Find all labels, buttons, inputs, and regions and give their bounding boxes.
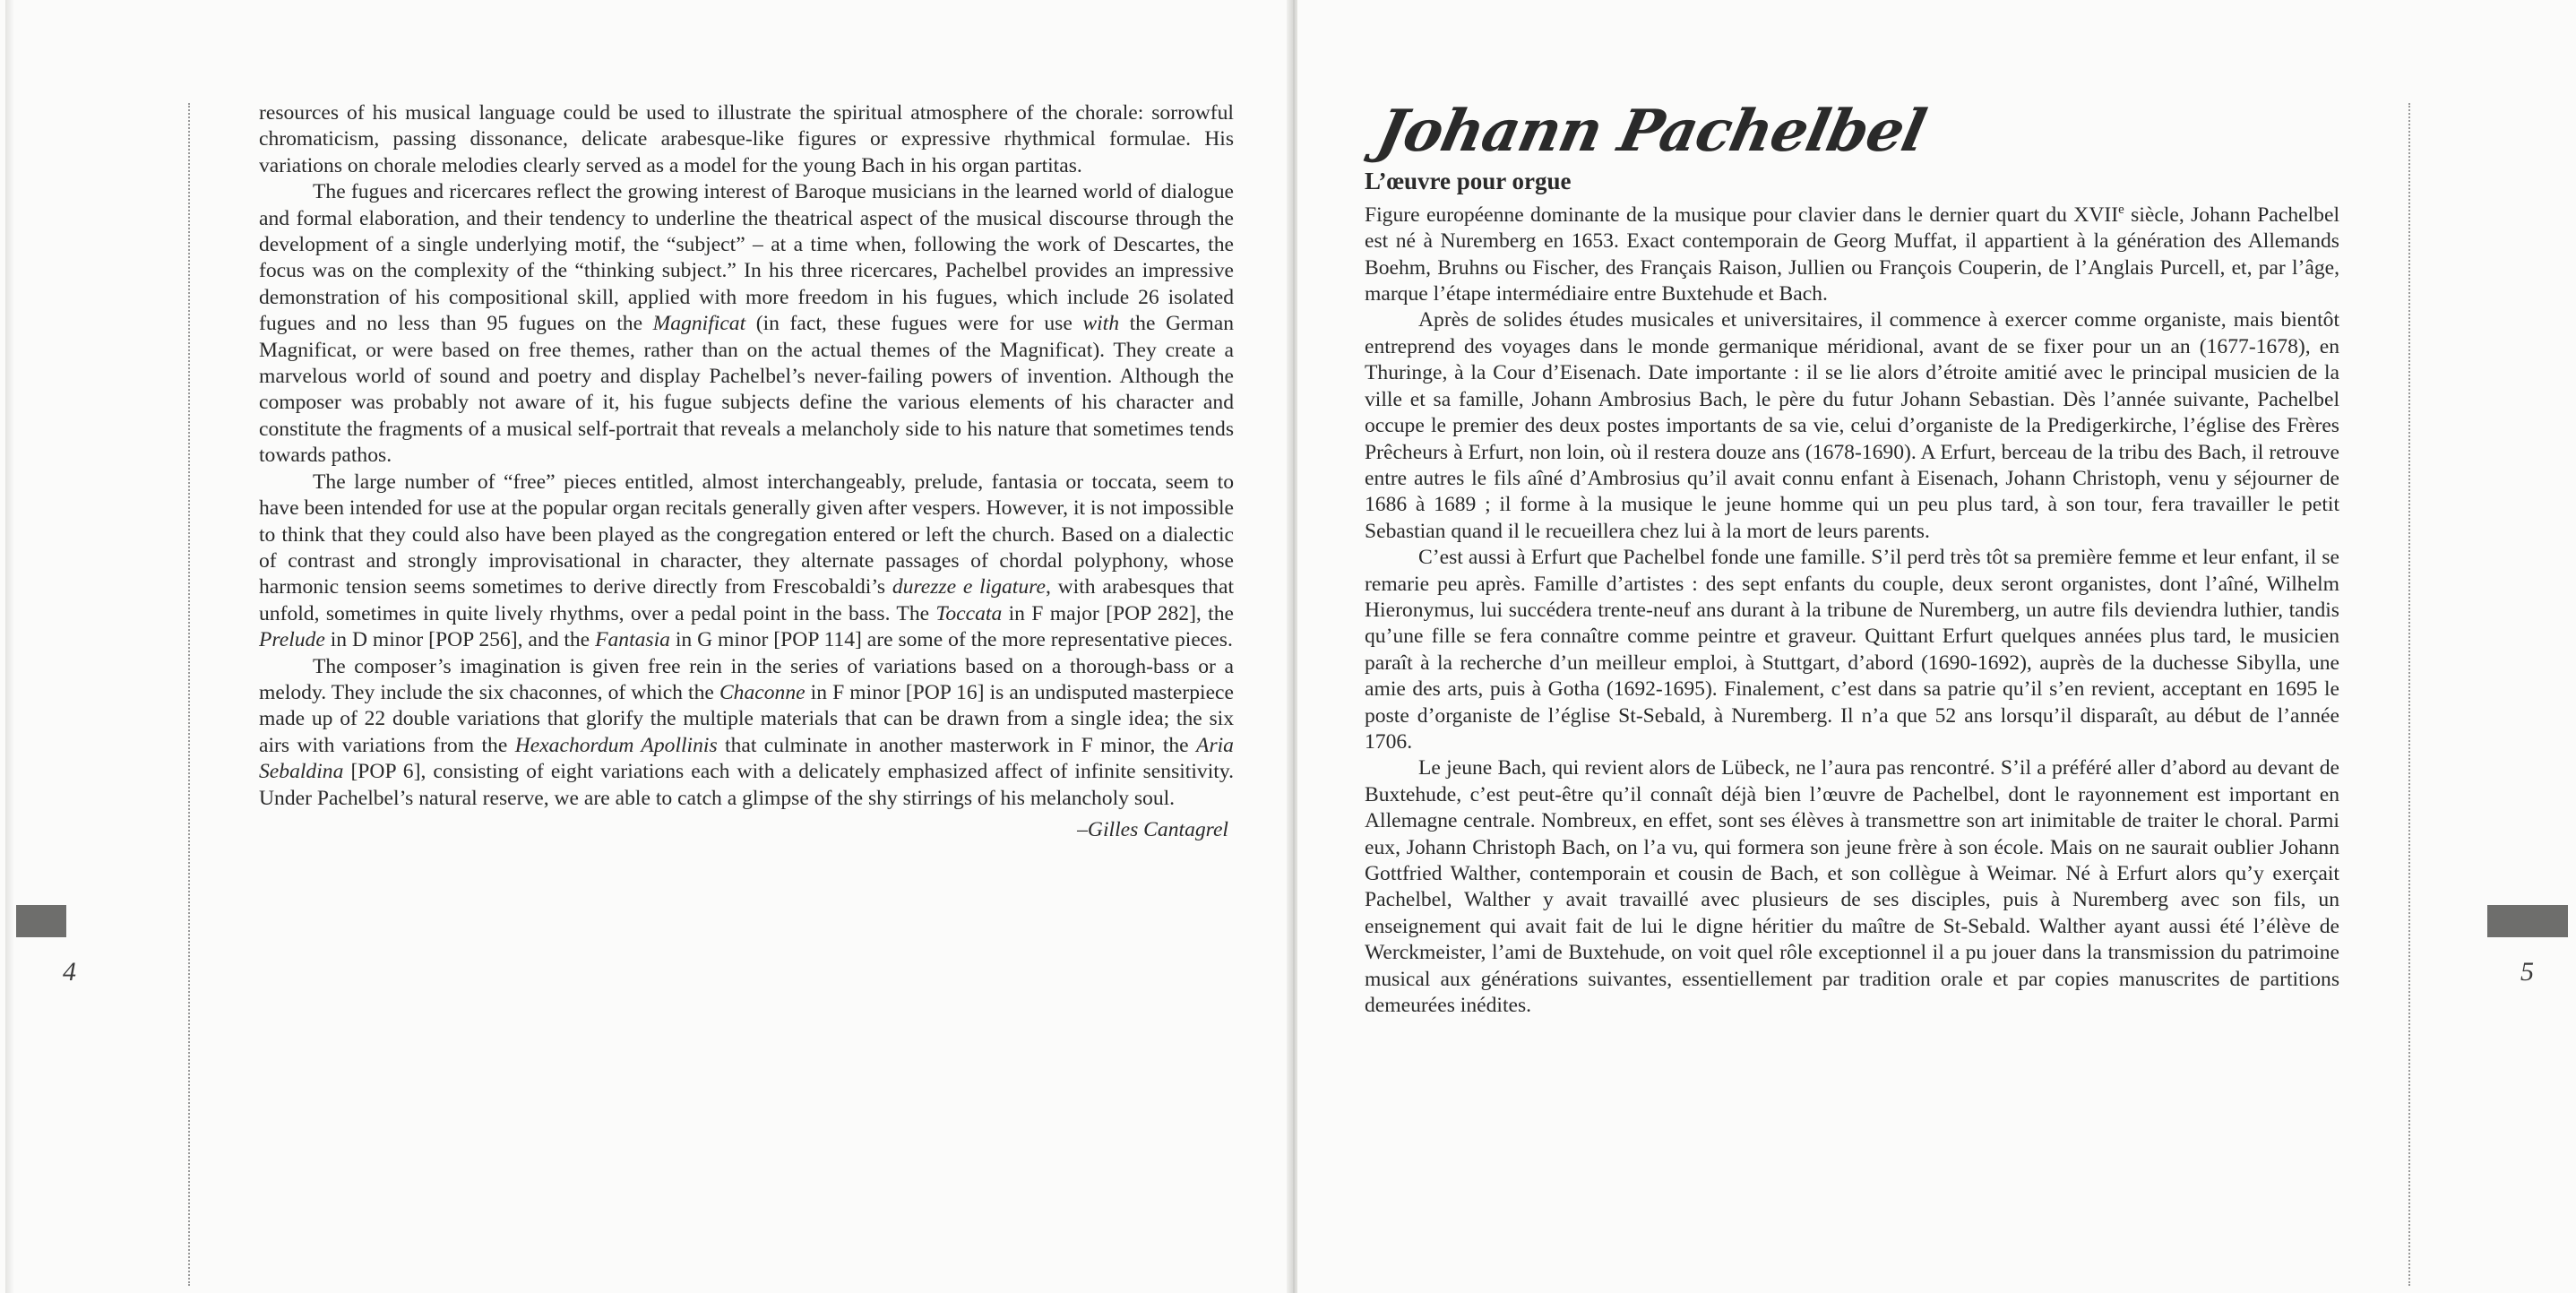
page-tab-marker-right: [2487, 905, 2568, 937]
text-segment: resources of his musical language could be used to illustrate the spiritual atmosphere of the chorale: sorrowful chromaticism, passing dissonance, delicate arabesque-like figures or expressive rhythmical formulae. His variations on chorale melodies clearly served as a model for the young Bach in his organ partitas.: [259, 101, 1234, 177]
paragraph: [1365, 545, 2339, 755]
paragraph: [1365, 307, 2339, 545]
paragraph: [259, 654, 1234, 812]
text-segment: (in fact, these fugues were for use: [745, 312, 1083, 336]
section-subtitle: L’œuvre pour orgue: [1365, 168, 1572, 194]
text-segment: that culminate in another masterwork in F minor, the: [717, 733, 1197, 757]
italic-title: Aria Sebaldina: [259, 733, 1234, 784]
text-segment: in F major [POP 282], the: [1002, 601, 1234, 625]
crop-mark-right-vertical: [2408, 103, 2410, 1286]
italic-title: Magnificat: [652, 312, 746, 336]
italic-title: with: [1082, 312, 1120, 336]
composer-name-heading: Johann Pachelbel: [1371, 98, 1932, 165]
text-segment: Figure européenne dominante de la musique pour clavier dans le dernier quart du XVII: [1365, 203, 2119, 227]
text-segment: the German Magnificat, or were based on free themes, rather than on the actual themes of the Magnificat). They create a marvelous world of sound and poetry and display Pachelbel’s never-failing powers of invention. Although the composer was probably not aware of it, his fugue subjects define the various elements of his character and constitute the fragments of a musical self-portrait that reveals a melancholy side to his nature that sometimes tends towards pathos.: [259, 312, 1234, 468]
crop-mark-left-vertical: [188, 103, 190, 1286]
right-page: [1297, 0, 2576, 1293]
text-segment: The fugues and ricercares reflect the growing interest of Baroque musicians in the learned world of dialogue and formal elaboration, and their tendency to underline the theatrical aspect of the musical discourse through the development of a single underlying motif, the “subject” – at a time when, following the work of Descartes, the focus was on the complexity of the “thinking subject.” In his three ricercares, Pachelbel provides an impressive demonstration of his compositional skill, applied with more freedom in his fugues, which include 26 isolated fugues and no less than 95 fugues on the: [259, 180, 1234, 336]
paragraph: [259, 179, 1234, 469]
italic-title: durezze e ligature: [892, 575, 1046, 599]
italic-title: Fantasia: [595, 628, 670, 652]
text-segment: Le jeune Bach, qui revient alors de Lübeck, ne l’aura pas rencontré. S’il a préféré aller d’abord au devant de Buxtehude, c’est peut-être qu’il connaît déjà bien l’œuvre de Pachelbel, dont le rayonnement est important en Allemagne centrale. Nombreux, en effet, sont ses élèves à transmettre son art inimitable de traiter le choral. Parmi eux, Johann Christoph Bach, on l’a vu, qui formera son jeune frère à son école. Mais on ne saurait oublier Johann Gottfried Walther, contemporain et cousin de Bach, et son collègue à Weimar. Né à Erfurt alors qu’y exerçait Pachelbel, Walther y avait travaillé avec plusieurs de ses disciples, puis à Nuremberg avec son fils, un enseignement qui avait fait de lui le digne héritier du maître de St-Sebald. Walther ayant aussi été l’élève de Werckmeister, l’ami de Buxtehude, on voit quel rôle exceptionnel il a pu jouer dans la transmission du patrimoine musical aux générations suivantes, essentiellement par tradition orale et par copies manuscrites de partitions demeurées inédites.: [1365, 756, 2339, 1018]
italic-title: Chaconne: [719, 680, 806, 704]
right-text-column: [1365, 100, 2339, 1019]
paragraph: [1365, 197, 2339, 307]
italic-title: Hexachordum Apollinis: [514, 733, 718, 757]
text-segment: Après de solides études musicales et universitaires, il commence à exercer comme organiste, mais bientôt entreprend des voyages dans le monde germanique méridional, avant de se fixer pour un an (1677-1678), en Thuringe, à la Cour d’Eisenach. Date importante : il se lie alors d’étroite amitié avec le principal musicien de la ville et sa famille, Johann Ambrosius Bach, le père du futur Johann Sebastian. Dès l’année suivante, Pachelbel occupe le premier des deux postes importants de sa vie, celui d’organiste de la Predigerkirche, l’église des Frères Prêcheurs à Erfurt, non loin, où il restera douze ans (1678-1690). A Erfurt, berceau de la tribu des Bach, il retrouve entre autres le fils aîné d’Ambrosius qu’il avait connu enfant à Eisenach, Johann Christoph, venu y séjourner de 1686 à 1689 ; il forme à la musique le jeune homme qui un peu plus tard, à son tour, fera travailler le petit Sebastian quand il le recueillera chez lui à la mort de leurs parents.: [1365, 308, 2339, 543]
text-segment: in F minor [POP 16] is an undisputed masterpiece made up of 22 double variations that glorify the multiple materials that can be drawn from a single idea; the six airs with variations from the: [259, 680, 1235, 757]
page-number-right: 5: [2520, 957, 2534, 987]
text-segment: , with arabesques that unfold, sometimes in quite lively rhythms, over a pedal point in the bass. The: [259, 575, 1235, 625]
paragraph: [259, 100, 1234, 179]
text-segment: siècle, Johann Pachelbel est né à Nuremberg en 1653. Exact contemporain de Georg Muffat, il appartient à la génération des Allemands Boehm, Bruhns ou Fischer, des Français Raison, Jullien ou François Couperin, de l’Anglais Purcell, et, par l’âge, marque l’étape intermédiaire entre Buxtehude et Bach.: [1365, 203, 2339, 306]
paragraph: [259, 470, 1234, 654]
author-signature: –Gilles Cantagrel: [1077, 817, 1228, 841]
text-segment: in D minor [POP 256], and the: [324, 628, 596, 652]
superscript: e: [2118, 203, 2124, 217]
text-segment: The large number of “free” pieces entitled, almost interchangeably, prelude, fantasia or toccata, seem to have been intended for use at the popular organ recitals generally given after vespers. However, it is not impossible to think that they could also have been played as the congregation entered or left the church. Based on a dialectic of contrast and strongly improvisational in character, they alternate passages of chordal polyphony, whose harmonic tension seems sometimes to derive directly from Frescobaldi’s: [259, 470, 1234, 599]
left-paragraphs: [259, 100, 1234, 812]
text-segment: in G minor [POP 114] are some of the more representative pieces.: [669, 628, 1233, 652]
page-number-left: 4: [63, 957, 76, 987]
left-text-column: [259, 100, 1234, 843]
text-segment: [POP 6], consisting of eight variations each with a delicately emphasized affect of infinite sensitivity. Under Pachelbel’s natural reserve, we are able to catch a glimpse of the shy stirrings of his melancholy soul.: [259, 760, 1234, 810]
paragraph: [1365, 755, 2339, 1019]
page-tab-marker-left: [16, 905, 66, 937]
text-segment: The composer’s imagination is given free rein in the series of variations based on a thorough-bass or a melody. They include the six chaconnes, of which the: [259, 654, 1234, 704]
italic-title: Prelude: [259, 628, 325, 652]
text-segment: C’est aussi à Erfurt que Pachelbel fonde une famille. S’il perd très tôt sa première femme et leur enfant, il se remarie peu après. Famille d’artistes : des sept enfants du couple, deux seront organistes, dont l’aîné, Wilhelm Hieronymus, lui succédera trente-neuf ans durant à la tribune de Nuremberg, un autre fils deviendra luthier, tandis qu’une fille se fera connaître comme peintre et graveur. Quittant Erfurt quelques années plus tard, le musicien paraît à la recherche d’un meilleur emploi, à Stuttgart, d’abord (1690-1692), auprès de la duchesse Sibylla, une amie des arts, puis à Gotha (1692-1695). Finalement, c’est dans sa patrie qu’il s’en revient, acceptant en 1695 le poste d’organiste de l’église St-Sebald, à Nuremberg. Il n’a que 52 ans lorsqu’il disparaît, au début de l’année 1706.: [1365, 546, 2339, 754]
right-paragraphs: [1365, 197, 2339, 1019]
left-page-edge-shadow: [5, 0, 14, 1293]
italic-title: Toccata: [935, 601, 1003, 625]
